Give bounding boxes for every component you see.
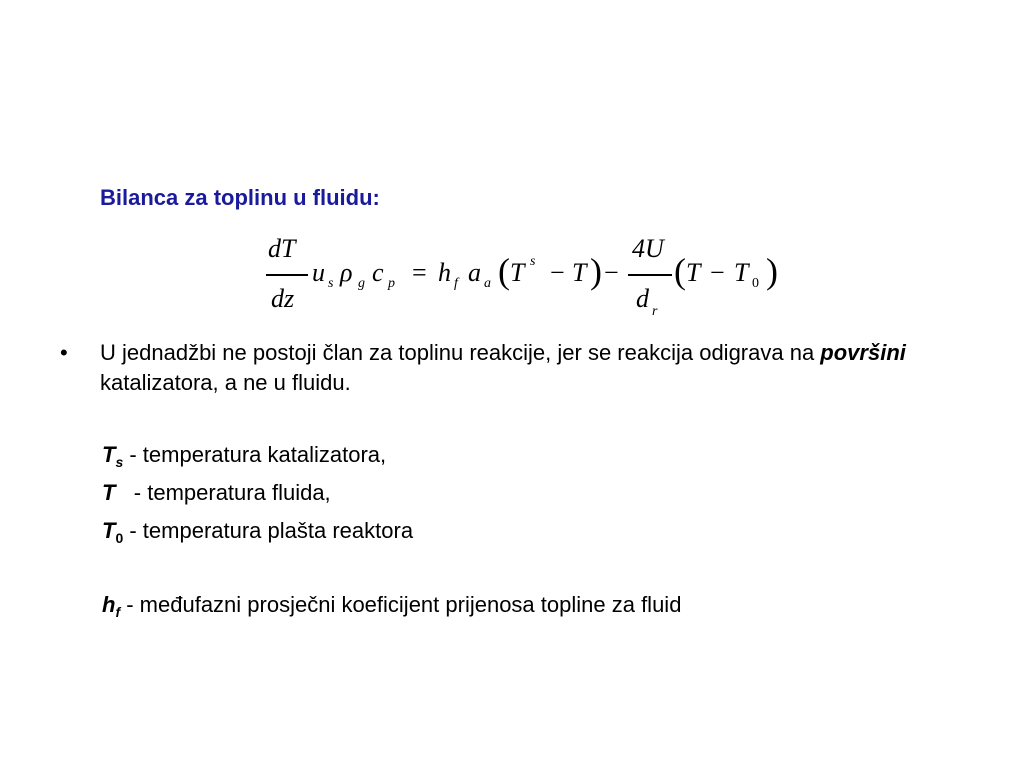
definition-T [102,480,331,508]
definition-text: - međufazni prosječni koeficijent prijenosa topline za fluid [120,592,682,617]
section-heading: Bilanca za toplinu u fluidu: [100,185,380,210]
definition-symbol: h [102,592,116,617]
definition-symbol: T [102,480,116,505]
eq-lparen-1: ( [498,251,510,291]
definition-text: - temperatura plašta reaktora [123,518,414,543]
definition-symbol-sub: s [115,454,124,470]
definition-hf [102,592,681,620]
eq-rparen-2: ) [766,251,778,291]
eq-T-3: T [686,258,701,287]
eq-c-sub: p [388,276,395,291]
bullet-marker: • [60,340,68,365]
eq-denominator-dz: dz [271,284,295,313]
definition-symbol-sub: 0 [115,530,124,546]
eq-minus-1: − [550,258,565,287]
eq-rho: ρ [340,258,353,287]
bullet-emphasis: površini [820,340,906,365]
eq-h-sub: f [454,276,458,291]
eq-a-sub: a [484,276,491,291]
definition-text: - temperatura katalizatora, [123,442,387,467]
definition-Ts [102,442,386,470]
definition-text: - temperatura fluida, [115,480,331,505]
eq-equals: = [412,258,427,287]
eq-T-2: T [572,258,587,287]
eq-lparen-2: ( [674,251,686,291]
eq-u: u [312,258,325,287]
eq-fraction-bar-1 [266,274,308,276]
heat-balance-equation [262,232,802,322]
eq-minus-2: − [604,258,619,287]
eq-T-4: T [734,258,749,287]
eq-h: h [438,258,451,287]
bullet-text-before: U jednadžbi ne postoji član za toplinu reakcije, jer se reakcija odigrava na [100,340,821,365]
eq-denominator-d: d [636,284,649,313]
eq-u-sub: s [328,276,334,291]
eq-denominator-d-sub: r [652,304,658,319]
eq-fraction-bar-2 [628,274,672,276]
eq-rho-sub: g [358,276,365,291]
eq-a: a [468,258,481,287]
eq-minus-3: − [710,258,725,287]
definition-symbol: T [102,442,116,467]
bullet-text-after: katalizatora, a ne u fluidu. [100,370,351,395]
eq-T-4-sub: 0 [752,276,759,291]
definition-symbol-sub: f [115,604,121,620]
eq-T-1-sup: s [530,254,536,269]
eq-c: c [372,258,384,287]
definition-T0 [102,518,413,546]
eq-numerator-4U: 4U [632,234,664,263]
definition-symbol: T [102,518,116,543]
eq-T-1: T [510,258,525,287]
eq-rparen-1: ) [590,251,602,291]
eq-numerator-dT: dT [268,234,296,263]
bullet-text [100,338,920,398]
